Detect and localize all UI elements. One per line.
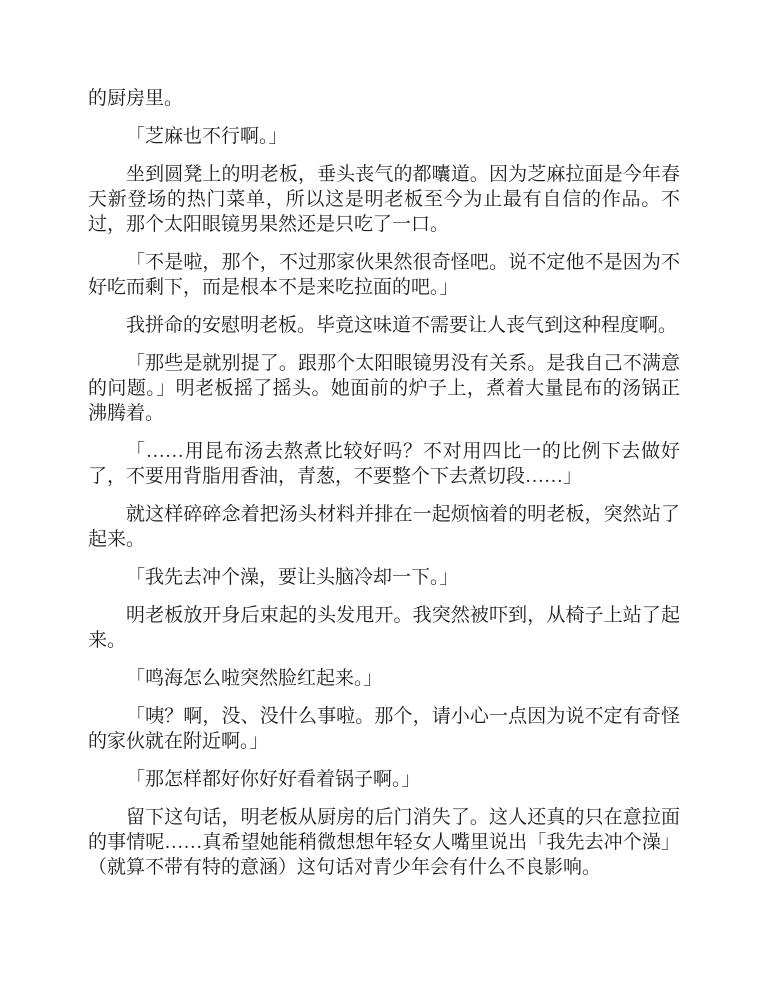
paragraph: 「芝麻也不行啊。」 — [126, 126, 288, 147]
paragraph: 「……用昆布汤去熬煮比较好吗？不对用四比一的比例下去做好了，不要用背脂用香油，青葱，不要整个下去煮切段……」 — [88, 441, 680, 487]
paragraph: 「不是啦，那个，不过那家伙果然很奇怪吧。说不定他不是因为不好吃而剩下，而是根本不是来吃拉面的吧。」 — [88, 252, 680, 298]
paragraph: 「那怎样都好你好好看着锅子啊。」 — [126, 769, 421, 790]
text-content — [88, 86, 680, 893]
paragraph: 就这样碎碎念着把汤头材料并排在一起烦恼着的明老板，突然站了起来。 — [88, 504, 680, 550]
paragraph: 的厨房里。 — [88, 88, 184, 109]
paragraph: 「鸣海怎么啦突然脸红起来。」 — [126, 668, 383, 689]
paragraph: 「那些是就别提了。跟那个太阳眼镜男没有关系。是我自己不满意的问题。」明老板摇了摇头。她面前的炉子上，煮着大量昆布的汤锅正沸腾着。 — [88, 353, 680, 424]
paragraph: 明老板放开身后束起的头发甩开。我突然被吓到，从椅子上站了起来。 — [88, 605, 680, 651]
paragraph: 留下这句话，明老板从厨房的后门消失了。这人还真的只在意拉面的事情呢……真希望她能稍微想想年轻女人嘴里说出「我先去冲个澡」（就算不带有特的意涵）这句话对青少年会有什么不良影响。 — [88, 807, 680, 878]
paragraph: 「咦？啊，没、没什么事啦。那个，请小心一点因为说不定有奇怪的家伙就在附近啊。」 — [88, 706, 680, 752]
paragraph: 「我先去冲个澡，要让头脑冷却一下。」 — [126, 567, 459, 588]
paragraph: 坐到圆凳上的明老板，垂头丧气的都囔道。因为芝麻拉面是今年春天新登场的热门菜单，所以这是明老板至今为止最有自信的作品。不过，那个太阳眼镜男果然还是只吃了一口。 — [88, 164, 680, 235]
paragraph: 我拼命的安慰明老板。毕竟这味道不需要让人丧气到这种程度啊。 — [126, 315, 678, 336]
